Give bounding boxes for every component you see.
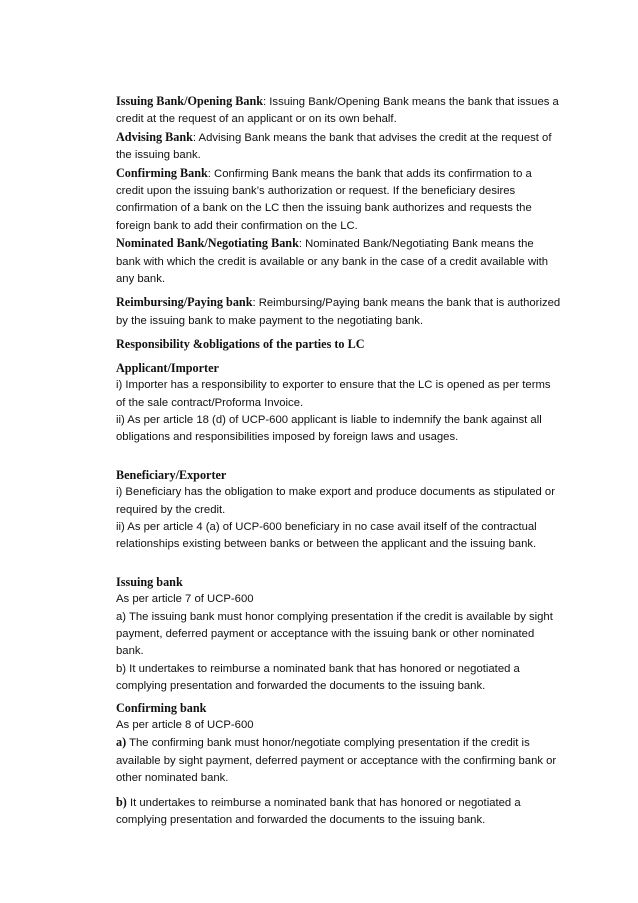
definition-confirming-bank [116, 165, 561, 236]
beneficiary-item-2: ii) As per article 4 (a) of UCP-600 beneficiary in no case avail itself of the contractual relationships existing between banks or between the applicant and the issuing bank. [116, 520, 537, 551]
confirming-bank-item-b [116, 794, 561, 830]
confirming-bank-article: As per article 8 of UCP-600 [116, 719, 254, 731]
term-nominated-bank: Nominated Bank/Negotiating Bank [116, 236, 299, 251]
item-text: It undertakes to reimburse a nominated bank that has honored or negotiated a complying presentation and forwarded the documents to the issuing bank. [116, 796, 521, 827]
issuing-bank-article: As per article 7 of UCP-600 [116, 593, 254, 606]
responsibility-heading: Responsibility &obligations of the parties to LC [116, 337, 365, 352]
term-confirming-bank: Confirming Bank [116, 165, 208, 180]
term-advising-bank: Advising Bank [116, 129, 193, 144]
item-text: The confirming bank must honor/negotiate complying presentation if the credit is available by sight payment, deferred payment or acceptance with the confirming bank or other nominated bank. [116, 737, 557, 785]
beneficiary-heading: Beneficiary/Exporter [116, 467, 227, 482]
definition-text: : Confirming Bank means the bank that adds its confirmation to a credit upon the issuing bank’s authorization or request. If the beneficiary desires confirmation of a bank on the LC then the issuing bank authorizes and requests the foreign bank to add their confirmation on the LC. [116, 167, 532, 232]
term-reimbursing-bank: Reimbursing/Paying bank [116, 295, 253, 310]
issuing-bank-item-b: b) It undertakes to reimburse a nominated bank that has honored or negotiated a complying presentation and forwarded the documents to the issuing bank. [116, 662, 520, 693]
applicant-item-1: i) Importer has a responsibility to exporter to ensure that the LC is opened as per terms of the sale contract/Proforma Invoice. [116, 379, 551, 409]
definition-advising-bank [116, 129, 561, 165]
issuing-bank-heading: Issuing bank [116, 574, 183, 589]
applicant-item-2: ii) As per article 18 (d) of UCP-600 applicant is liable to indemnify the bank against all obligations and responsibilities imposed by foreign laws and usages. [116, 413, 542, 444]
applicant-heading: Applicant/Importer [116, 360, 219, 375]
definition-nominated-bank [116, 235, 561, 288]
confirming-bank-heading: Confirming bank [116, 700, 207, 715]
item-marker: a) [116, 735, 127, 750]
document-page [116, 93, 561, 829]
definition-reimbursing-bank [116, 294, 561, 330]
definition-issuing-bank [116, 93, 561, 129]
definition-text: : Issuing Bank/Opening Bank means the bank that issues a credit at the request of an applicant or on its own behalf. [116, 96, 559, 126]
beneficiary-item-1: i) Beneficiary has the obligation to make export and produce documents as stipulated or required by the credit. [116, 486, 555, 516]
definition-text: : Advising Bank means the bank that advises the credit at the request of the issuing bank. [116, 131, 552, 162]
term-issuing-opening-bank: Issuing Bank/Opening Bank [116, 94, 264, 108]
confirming-bank-item-a [116, 734, 561, 787]
definition-text: : Nominated Bank/Negotiating Bank means the bank with which the credit is available or any bank in the case of a credit available with any bank. [116, 238, 549, 286]
issuing-bank-item-a: a) The issuing bank must honor complying presentation if the credit is available by sight payment, deferred payment or acceptance with the issuing bank or other nominated bank. [116, 610, 553, 658]
item-marker: b) [116, 794, 127, 809]
definition-text: : Reimbursing/Paying bank means the bank that is authorized by the issuing bank to make payment to the negotiating bank. [116, 297, 561, 327]
